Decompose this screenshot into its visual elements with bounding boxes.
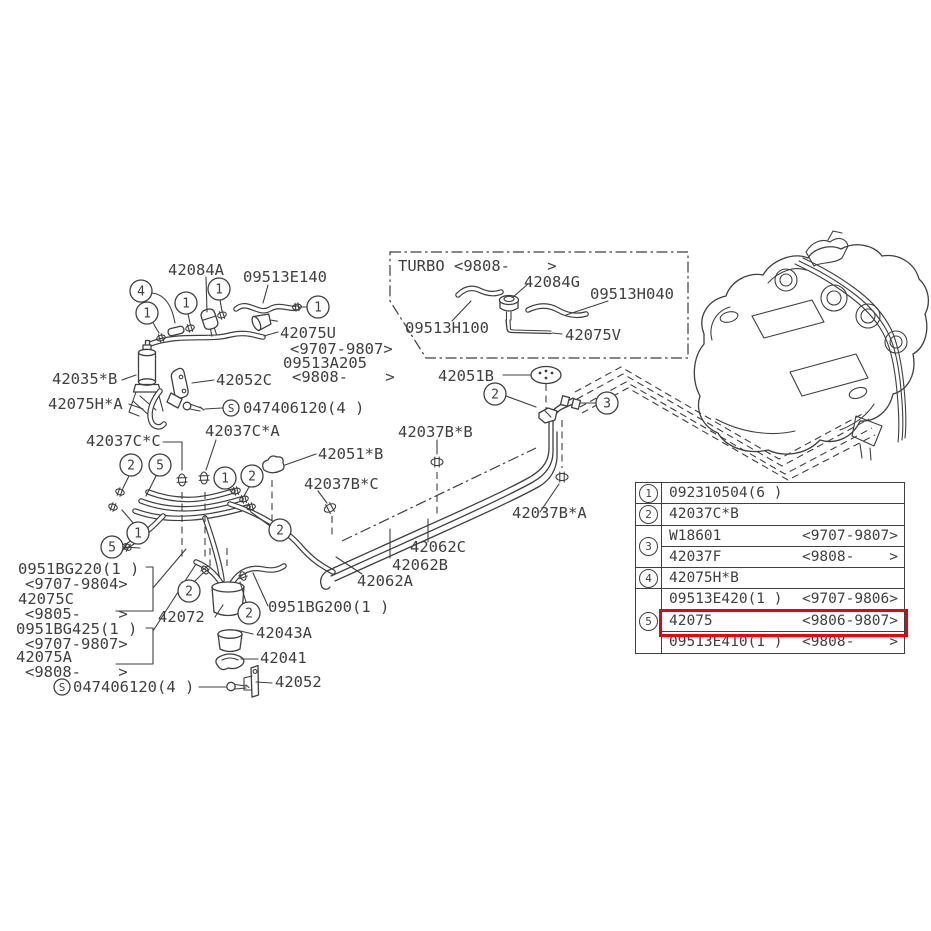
callout-3 xyxy=(596,392,618,414)
fuel-damper-assembly xyxy=(129,341,204,427)
table-row-highlighted[interactable]: 42075 <9806-9807> xyxy=(662,611,904,632)
table-row[interactable]: 092310504(6 ) xyxy=(662,483,904,504)
label-42037CA: 42037C*A xyxy=(205,422,280,440)
callout-1 xyxy=(307,296,329,318)
svg-text:2: 2 xyxy=(491,387,499,403)
label-screw-top: 047406120(4 ) xyxy=(243,399,365,417)
table-row[interactable]: 42037C*B xyxy=(662,504,904,525)
label-09513H100: 09513H100 xyxy=(405,319,489,337)
label-09513H040: 09513H040 xyxy=(590,285,674,303)
svg-text:2: 2 xyxy=(245,606,253,622)
label-42072: 42072 xyxy=(158,608,205,626)
svg-text:2: 2 xyxy=(276,523,284,539)
table-callout-cell: 3 xyxy=(636,526,662,569)
svg-text:5: 5 xyxy=(156,458,164,474)
table-row[interactable]: W18601 <9707-9807> xyxy=(662,526,904,547)
callout-2 xyxy=(269,519,291,541)
callout-5 xyxy=(101,536,123,558)
label-09513A205-range: <9808- > xyxy=(292,368,395,386)
table-row[interactable]: 42037F <9808- > xyxy=(662,547,904,568)
label-42075U: 42075U xyxy=(280,324,336,342)
svg-text:1: 1 xyxy=(314,300,322,316)
label-0951BG220-range: <9707-9804> xyxy=(25,575,128,593)
svg-text:S: S xyxy=(58,681,66,694)
label-turbo-title: TURBO <9808- > xyxy=(398,257,557,275)
screw-symbol-top xyxy=(223,400,239,416)
svg-text:4: 4 xyxy=(137,284,145,300)
callout-2 xyxy=(178,580,200,602)
table-row[interactable]: 09513E410(1 ) <9808- > xyxy=(669,634,898,651)
label-42037BA: 42037B*A xyxy=(512,504,587,522)
label-42075HA: 42075H*A xyxy=(48,395,123,413)
label-42075C-range: <9805- > xyxy=(25,605,128,623)
table-callout-cell: 1 xyxy=(636,483,662,504)
screw-symbol-bottom xyxy=(54,679,70,695)
label-42035B: 42035*B xyxy=(52,370,118,388)
solenoid-valve-42084G xyxy=(500,296,519,321)
svg-text:1: 1 xyxy=(134,526,142,542)
label-0951BG425-range: <9707-9807> xyxy=(25,635,128,653)
table-row[interactable]: 42075H*B xyxy=(662,568,904,589)
clamp-42041 xyxy=(216,654,244,670)
label-42041: 42041 xyxy=(260,649,307,667)
table-callout-cell: 5 xyxy=(636,589,662,653)
screw-bottom xyxy=(227,682,249,690)
table-callout-cell: 4 xyxy=(636,568,662,589)
label-42075A-range: <9808- > xyxy=(25,663,128,681)
callout-1 xyxy=(175,292,197,314)
label-42037BB: 42037B*B xyxy=(398,423,473,441)
screw-top xyxy=(183,402,204,411)
bracket-42052 xyxy=(244,666,259,698)
callout-1 xyxy=(208,278,230,300)
callout-4 xyxy=(130,280,152,302)
callout-1 xyxy=(214,467,236,489)
svg-text:5: 5 xyxy=(108,540,116,556)
label-0951BG200: 0951BG200(1 ) xyxy=(268,598,390,616)
valve-42084A xyxy=(200,307,222,337)
label-09513A205: 09513A205 xyxy=(283,354,367,372)
part-labels xyxy=(16,257,674,696)
table-callout-cell: 2 xyxy=(636,504,662,525)
label-42062B: 42062B xyxy=(392,556,448,574)
table-row[interactable]: 09513E420(1 ) <9707-9806> xyxy=(662,589,904,610)
callout-1 xyxy=(136,302,158,324)
label-42075A: 42075A xyxy=(16,648,72,666)
label-42037BC: 42037B*C xyxy=(304,475,379,493)
grommet-42051B xyxy=(531,367,561,411)
svg-text:2: 2 xyxy=(127,458,135,474)
callout-2 xyxy=(238,602,260,624)
callout-1 xyxy=(127,522,149,544)
tank-ring-units xyxy=(775,269,907,353)
label-42051sB: 42051*B xyxy=(318,445,384,463)
svg-text:1: 1 xyxy=(215,282,223,298)
label-0951BG425: 0951BG425(1 ) xyxy=(16,620,138,638)
label-42075V: 42075V xyxy=(565,326,621,344)
svg-text:2: 2 xyxy=(185,584,193,600)
label-42084A: 42084A xyxy=(168,261,224,279)
callout-5 xyxy=(149,454,171,476)
label-42052: 42052 xyxy=(275,673,322,691)
label-42062A: 42062A xyxy=(357,572,413,590)
bracket-42051sB xyxy=(263,456,284,473)
parts-table xyxy=(635,482,905,654)
label-42062C: 42062C xyxy=(410,538,466,556)
callout-2 xyxy=(484,383,506,405)
svg-text:3: 3 xyxy=(603,396,611,412)
svg-text:2: 2 xyxy=(248,469,256,485)
label-42084G: 42084G xyxy=(524,273,580,291)
fuel-tank-illustration xyxy=(694,231,928,460)
label-42075C: 42075C xyxy=(18,590,74,608)
callout-2 xyxy=(241,465,263,487)
svg-text:1: 1 xyxy=(182,296,190,312)
label-42037CC: 42037C*C xyxy=(86,432,161,450)
callout-2 xyxy=(120,454,142,476)
label-0951BG220: 0951BG220(1 ) xyxy=(18,560,140,578)
label-42052C: 42052C xyxy=(216,371,272,389)
svg-text:S: S xyxy=(227,402,235,415)
label-42043A: 42043A xyxy=(256,624,312,642)
svg-text:1: 1 xyxy=(221,471,229,487)
label-42075U-range: <9707-9807> xyxy=(290,340,393,358)
svg-text:1: 1 xyxy=(143,306,151,322)
label-09513E140: 09513E140 xyxy=(243,268,327,286)
label-screw-bottom: 047406120(4 ) xyxy=(73,678,195,696)
label-42051B: 42051B xyxy=(438,367,494,385)
